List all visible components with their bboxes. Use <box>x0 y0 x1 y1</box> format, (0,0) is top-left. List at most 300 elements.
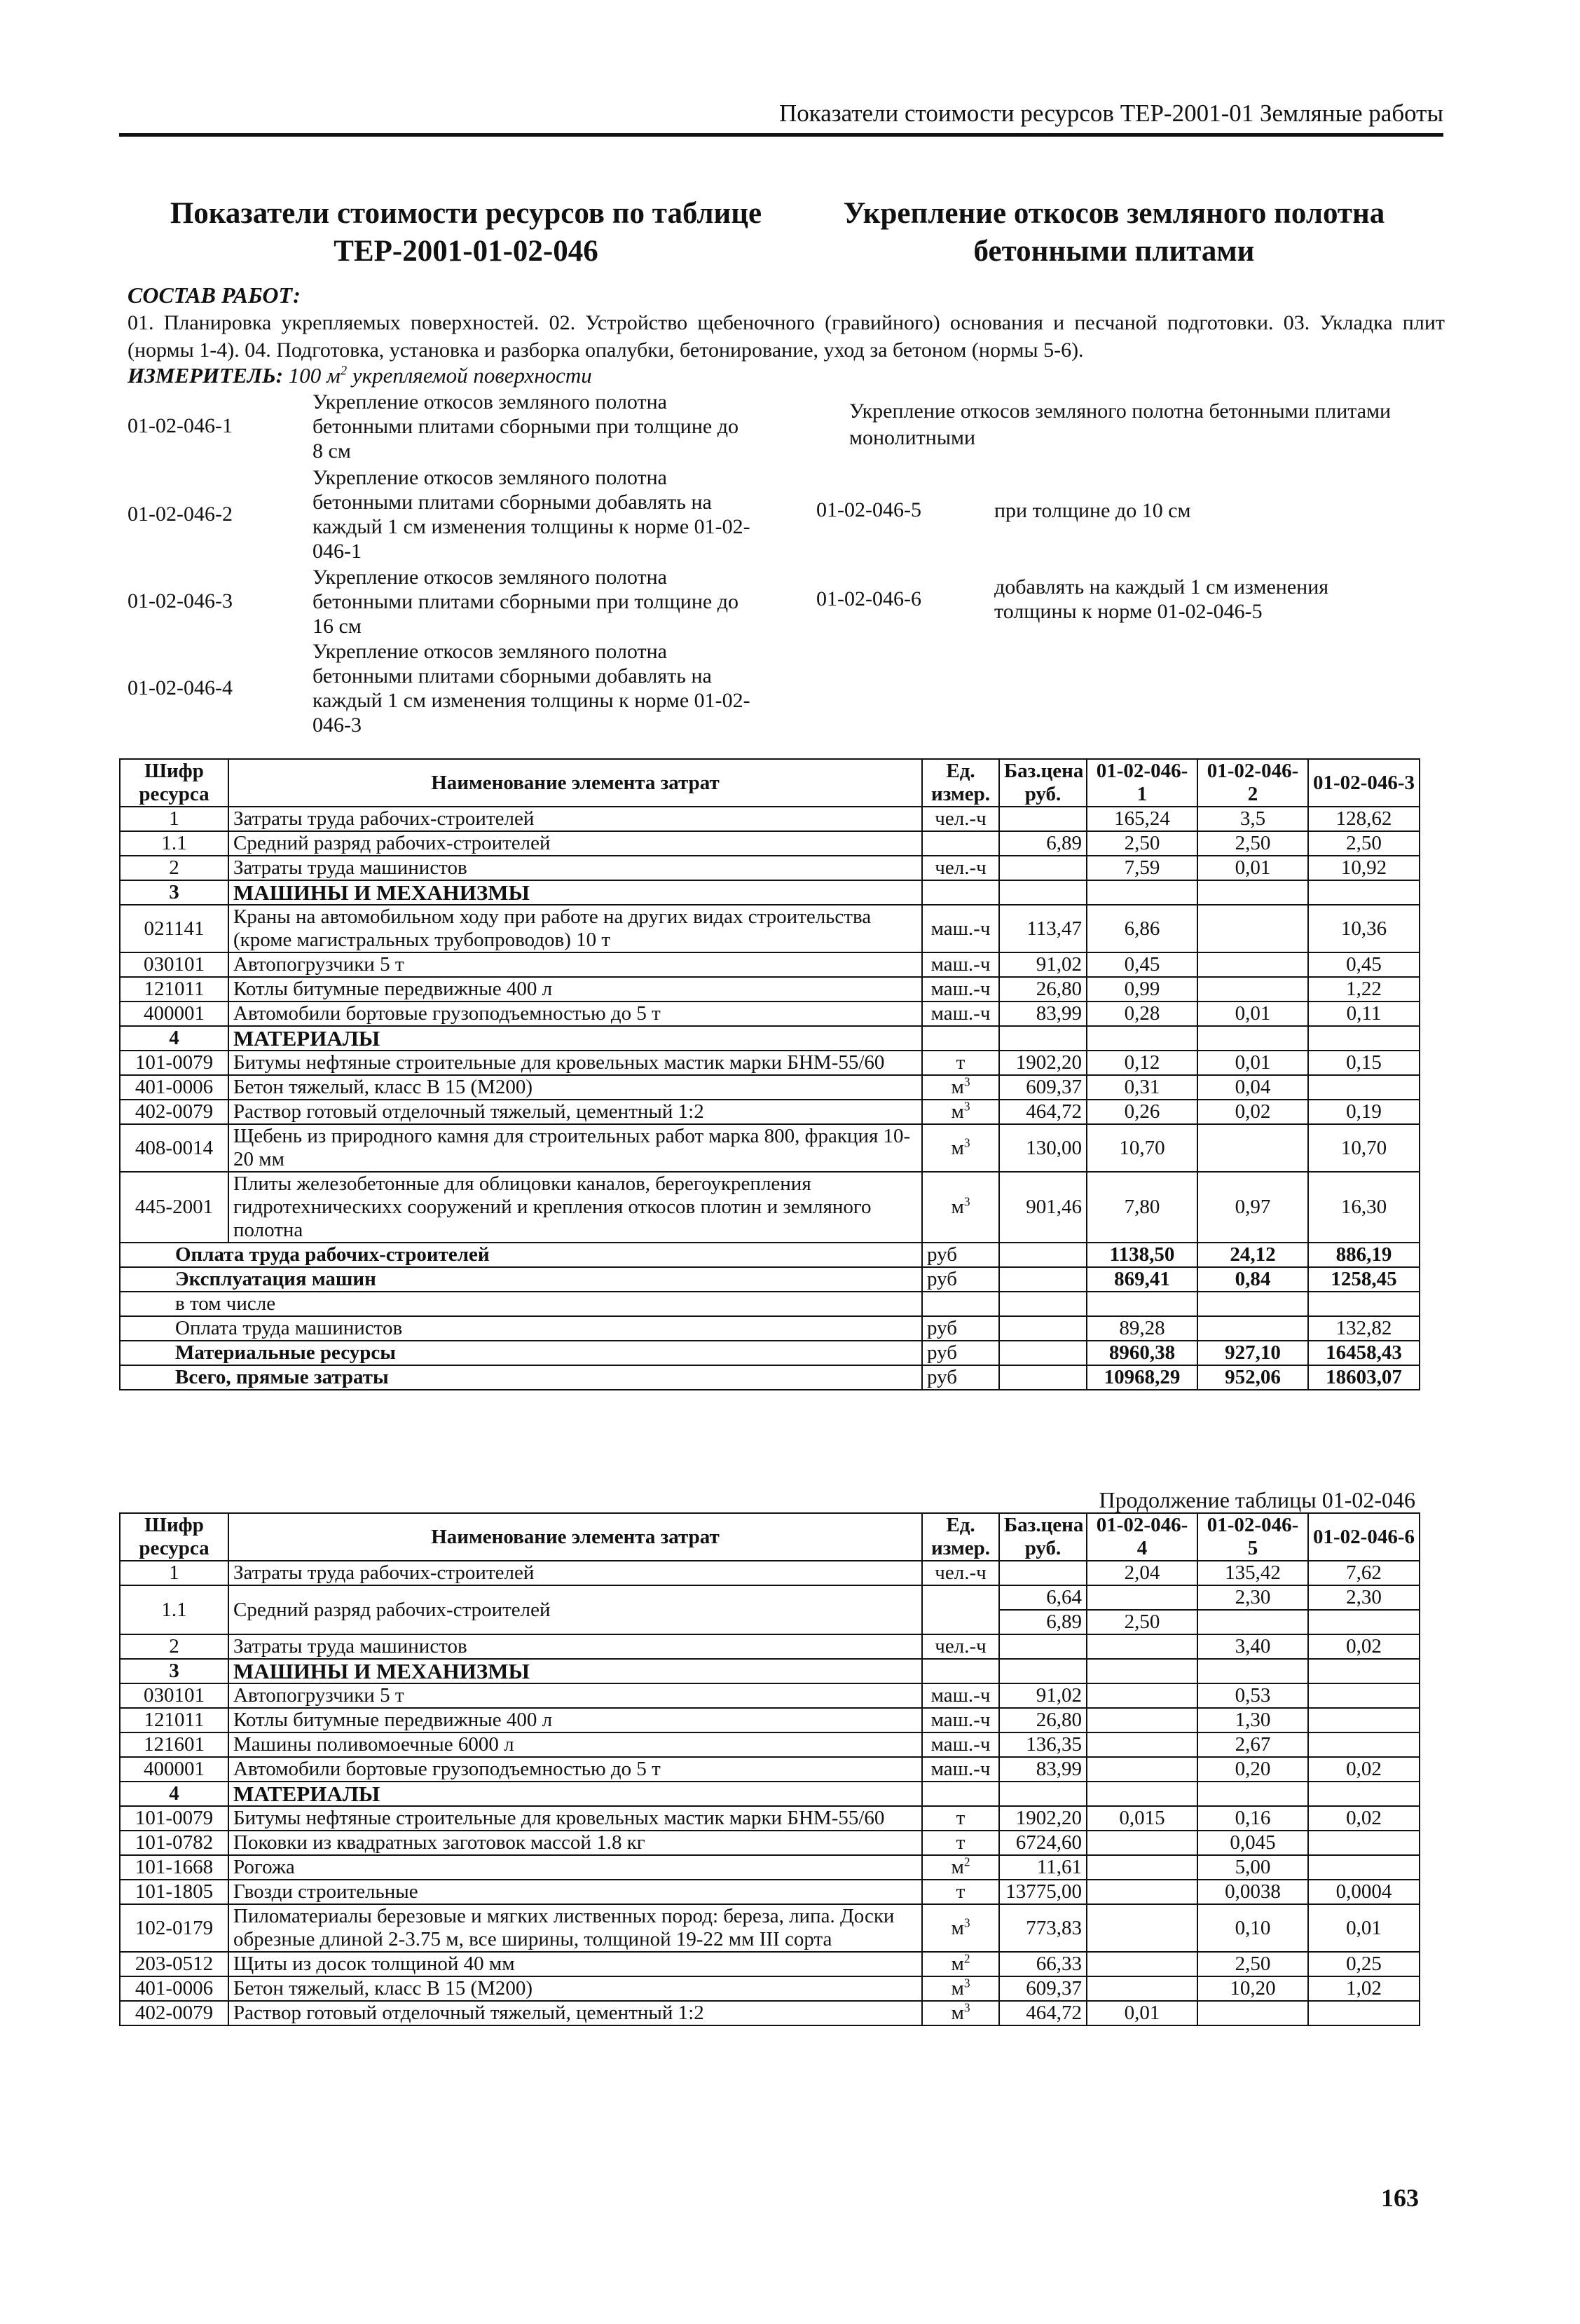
unit-cell <box>922 831 999 856</box>
norm-item <box>128 465 758 564</box>
table-row <box>120 2001 1420 2025</box>
value-cell: 952,06 <box>1197 1365 1308 1390</box>
row-name: Затраты труда машинистов <box>228 856 922 880</box>
norm-desc: Укрепление откосов земляного полотна бетонными плитами сборными добавлять на каждый 1 см изменения толщины к норме 01-02-046-3 <box>312 640 750 737</box>
empty-cell <box>999 1782 1087 1806</box>
unit-cell: $м^3$ <box>922 1172 999 1243</box>
work-title-line-2: бетонными плитами <box>973 235 1255 268</box>
table-row <box>120 1124 1420 1172</box>
empty-cell <box>1087 1659 1197 1683</box>
unit-display: м <box>951 1196 964 1218</box>
unit-cell: $м^3$ <box>922 1124 999 1172</box>
value-cell: 10,70 <box>1308 1124 1420 1172</box>
value-cell <box>1197 977 1308 1002</box>
unit-cell: $м^3$ <box>922 1976 999 2001</box>
norm-desc: Укрепление откосов земляного полотна бетонными плитами сборными при толщине до 16 см <box>312 565 739 638</box>
value-cell <box>1087 1880 1197 1904</box>
price-cell: 130,00 <box>999 1124 1087 1172</box>
table-row <box>120 1952 1420 1976</box>
table-row <box>120 1561 1420 1585</box>
table-header-row <box>120 1513 1420 1561</box>
price-cell: 464,72 <box>999 1100 1087 1124</box>
unit-display: м <box>951 1856 964 1878</box>
row-name: Плиты железобетонные для облицовки каналов, берегоукрепления гидротехническихх сооружений и крепления откосов плотин и земляного полотна <box>228 1172 922 1243</box>
value-cell: 2,50 <box>1087 831 1197 856</box>
summary-label: Всего, прямые затраты <box>120 1365 922 1390</box>
row-code: 2 <box>120 856 228 880</box>
value-cell <box>1197 2001 1308 2025</box>
row-code: 400001 <box>120 1757 228 1782</box>
row-code: 121011 <box>120 1708 228 1732</box>
header-norm: 01-02-046-6 <box>1308 1513 1420 1561</box>
header-norm: 01-02-046-2 <box>1197 759 1308 807</box>
value-cell: 24,12 <box>1197 1243 1308 1267</box>
value-cell <box>1197 1316 1308 1341</box>
value-cell: 927,10 <box>1197 1341 1308 1365</box>
row-name: Котлы битумные передвижные 400 л <box>228 977 922 1002</box>
value-cell: 0,45 <box>1308 952 1420 977</box>
section-title: МАШИНЫ И МЕХАНИЗМЫ <box>228 880 922 905</box>
section-title: МАТЕРИАЛЫ <box>228 1782 922 1806</box>
summary-row <box>120 1365 1420 1390</box>
section-row <box>120 1659 1420 1683</box>
header-price: Баз.цена руб. <box>999 1513 1087 1561</box>
value-cell: 10,70 <box>1087 1124 1197 1172</box>
summary-label: Эксплуатация машин <box>120 1267 922 1292</box>
table-row <box>120 1683 1420 1708</box>
section-row <box>120 880 1420 905</box>
unit-cell: руб <box>922 1316 999 1341</box>
norm-code: 01-02-046-6 <box>816 587 921 610</box>
value-cell: 2,67 <box>1197 1732 1308 1757</box>
value-cell: 1,30 <box>1197 1708 1308 1732</box>
price-cell: 773,83 <box>999 1904 1087 1952</box>
row-code: 1.1 <box>120 831 228 856</box>
row-code: 2 <box>120 1634 228 1659</box>
row-code: 030101 <box>120 1683 228 1708</box>
row-name: Автомобили бортовые грузоподъемностью до 5 т <box>228 1002 922 1026</box>
summary-label: в том числе <box>120 1292 922 1316</box>
value-cell <box>1087 1585 1197 1610</box>
value-cell: 0,11 <box>1308 1002 1420 1026</box>
empty-cell <box>1197 1782 1308 1806</box>
value-cell: 5,00 <box>1197 1855 1308 1880</box>
empty-cell <box>922 880 999 905</box>
row-name: Раствор готовый отделочный тяжелый, цементный 1:2 <box>228 1100 922 1124</box>
price-cell: 11,61 <box>999 1855 1087 1880</box>
value-cell <box>1087 1292 1197 1316</box>
value-cell: 7,59 <box>1087 856 1197 880</box>
value-cell: 3,5 <box>1197 807 1308 831</box>
table-row <box>120 1172 1420 1243</box>
header-unit: Ед. измер. <box>922 759 999 807</box>
row-name: Битумы нефтяные строительные для кровельных мастик марки БНМ-55/60 <box>228 1806 922 1831</box>
price-cell <box>999 1341 1087 1365</box>
value-cell: 0,02 <box>1197 1100 1308 1124</box>
empty-cell <box>999 1659 1087 1683</box>
value-cell <box>1308 1683 1420 1708</box>
header-code: Шифр ресурса <box>120 1513 228 1561</box>
value-cell: 0,16 <box>1197 1806 1308 1831</box>
row-code: 408-0014 <box>120 1124 228 1172</box>
value-cell: 0,10 <box>1197 1904 1308 1952</box>
unit-cell: $м^3$ <box>922 1075 999 1100</box>
empty-cell <box>1308 1659 1420 1683</box>
price-cell: 26,80 <box>999 1708 1087 1732</box>
value-cell: 0,28 <box>1087 1002 1197 1026</box>
value-cell: 0,20 <box>1197 1757 1308 1782</box>
price-cell: 83,99 <box>999 1002 1087 1026</box>
price-cell: 464,72 <box>999 2001 1087 2025</box>
row-name: Средний разряд рабочих-строителей <box>228 831 922 856</box>
norm-desc: при толщине до 10 см <box>994 498 1191 522</box>
unit-cell: $м^2$ <box>922 1855 999 1880</box>
empty-cell <box>922 1782 999 1806</box>
sostav-label: СОСТАВ РАБОТ: <box>128 282 301 308</box>
row-code: 121601 <box>120 1732 228 1757</box>
price-cell: 6,89 <box>999 831 1087 856</box>
value-cell: 16,30 <box>1308 1172 1420 1243</box>
page-number: 163 <box>1381 2184 1419 2212</box>
table-row <box>120 1880 1420 1904</box>
value-cell: 0,0004 <box>1308 1880 1420 1904</box>
value-cell: 0,15 <box>1308 1051 1420 1075</box>
unit-display: м <box>951 1953 964 1975</box>
unit-cell: $м^3$ <box>922 2001 999 2025</box>
value-cell: 0,01 <box>1308 1904 1420 1952</box>
resource-table-2 <box>119 1512 1420 2026</box>
row-name: Бетон тяжелый, класс В 15 (М200) <box>228 1075 922 1100</box>
price-cell <box>999 856 1087 880</box>
value-cell: 135,42 <box>1197 1561 1308 1585</box>
row-name: Битумы нефтяные строительные для кровельных мастик марки БНМ-55/60 <box>228 1051 922 1075</box>
table-row <box>120 952 1420 977</box>
row-code: 4 <box>120 1782 228 1806</box>
value-cell <box>1087 1634 1197 1659</box>
unit-display: м <box>951 1977 964 2000</box>
value-cell <box>1087 1732 1197 1757</box>
row-name: Поковки из квадратных заготовок массой 1.8 кг <box>228 1831 922 1855</box>
value-cell: 0,04 <box>1197 1075 1308 1100</box>
norm-code: 01-02-046-2 <box>128 503 233 526</box>
value-cell: 1,22 <box>1308 977 1420 1002</box>
value-cell <box>1087 1976 1197 2001</box>
empty-cell <box>1197 880 1308 905</box>
price-cell: 136,35 <box>999 1732 1087 1757</box>
table-row <box>120 1904 1420 1952</box>
measure-value: 100 м <box>283 363 341 388</box>
row-name: Пиломатериалы березовые и мягких лиственных пород: береза, липа. Доски обрезные длиной 2-3.75 м, все ширины, толщиной 19-22 мм III сорта <box>228 1904 922 1952</box>
section-row <box>120 1782 1420 1806</box>
value-cell: 10,20 <box>1197 1976 1308 2001</box>
value-cell: 0,02 <box>1308 1757 1420 1782</box>
value-cell: 0,02 <box>1308 1806 1420 1831</box>
table-row <box>120 905 1420 952</box>
price-cell <box>999 1365 1087 1390</box>
row-name: Краны на автомобильном ходу при работе на других видах строительства (кроме магистральных трубопроводов) 10 т <box>228 905 922 952</box>
row-name: Затраты труда рабочих-строителей <box>228 807 922 831</box>
price-cell: 6724,60 <box>999 1831 1087 1855</box>
running-header: Показатели стоимости ресурсов ТЕР-2001-01 Земляные работы <box>119 100 1443 137</box>
value-cell <box>1087 1757 1197 1782</box>
header-price: Баз.цена руб. <box>999 759 1087 807</box>
row-code: 1 <box>120 807 228 831</box>
empty-cell <box>1197 1026 1308 1051</box>
measure-unit <box>128 363 592 388</box>
value-cell: 0,01 <box>1087 2001 1197 2025</box>
unit-cell: маш.-ч <box>922 1732 999 1757</box>
value-cell: 165,24 <box>1087 807 1197 831</box>
price-cell <box>999 1292 1087 1316</box>
row-name: Бетон тяжелый, класс В 15 (М200) <box>228 1976 922 2001</box>
price-cell <box>999 807 1087 831</box>
unit-display: м <box>951 1100 964 1123</box>
price-cell <box>999 1243 1087 1267</box>
work-title <box>816 195 1412 271</box>
row-name: Автопогрузчики 5 т <box>228 952 922 977</box>
unit-cell <box>922 1292 999 1316</box>
price-cell: 66,33 <box>999 1952 1087 1976</box>
row-code: 4 <box>120 1026 228 1051</box>
unit-cell: чел.-ч <box>922 1561 999 1585</box>
unit-cell: маш.-ч <box>922 952 999 977</box>
row-code: 445-2001 <box>120 1172 228 1243</box>
value-cell <box>1087 1855 1197 1880</box>
norm-code: 01-02-046-3 <box>128 589 233 613</box>
value-cell: 10,92 <box>1308 856 1420 880</box>
table-title-line-2: ТЕР-2001-01-02-046 <box>334 235 598 268</box>
value-cell: 6,86 <box>1087 905 1197 952</box>
value-cell <box>1197 1124 1308 1172</box>
norm-item <box>128 388 758 465</box>
unit-cell: маш.-ч <box>922 977 999 1002</box>
unit-cell: маш.-ч <box>922 905 999 952</box>
table-row <box>120 1831 1420 1855</box>
value-cell: 0,01 <box>1197 1051 1308 1075</box>
unit-cell: маш.-ч <box>922 1708 999 1732</box>
value-cell <box>1087 1904 1197 1952</box>
value-cell: 0,12 <box>1087 1051 1197 1075</box>
value-cell: 3,40 <box>1197 1634 1308 1659</box>
value-cell: 128,62 <box>1308 807 1420 831</box>
empty-cell <box>1308 1782 1420 1806</box>
table-title <box>119 195 813 271</box>
summary-row <box>120 1292 1420 1316</box>
row-code: 101-1668 <box>120 1855 228 1880</box>
empty-cell <box>922 1026 999 1051</box>
value-cell: 7,62 <box>1308 1561 1420 1585</box>
summary-row <box>120 1267 1420 1292</box>
norm-code: 01-02-046-4 <box>128 676 233 699</box>
value-cell <box>1308 2001 1420 2025</box>
norm-desc: Укрепление откосов земляного полотна бетонными плитами сборными при толщине до 8 см <box>312 390 739 463</box>
unit-cell: руб <box>922 1243 999 1267</box>
row-code: 3 <box>120 880 228 905</box>
header-name: Наименование элемента затрат <box>228 1513 922 1561</box>
header-norm: 01-02-046-4 <box>1087 1513 1197 1561</box>
value-cell <box>1087 1708 1197 1732</box>
row-name: Машины поливомоечные 6000 л <box>228 1732 922 1757</box>
value-cell: 869,41 <box>1087 1267 1197 1292</box>
price-cell: 113,47 <box>999 905 1087 952</box>
price-cell: 901,46 <box>999 1172 1087 1243</box>
unit-cell: руб <box>922 1267 999 1292</box>
norm-code: 01-02-046-1 <box>128 414 233 437</box>
table-row <box>120 1100 1420 1124</box>
value-cell: 10968,29 <box>1087 1365 1197 1390</box>
row-code: 203-0512 <box>120 1952 228 1976</box>
value-cell <box>1087 1683 1197 1708</box>
table-row <box>120 1757 1420 1782</box>
table-row <box>120 1075 1420 1100</box>
row-name: Щебень из природного камня для строительных работ марка 800, фракция 10-20 мм <box>228 1124 922 1172</box>
value-cell <box>1087 1831 1197 1855</box>
unit-cell: чел.-ч <box>922 856 999 880</box>
row-name: Средний разряд рабочих-строителей <box>228 1585 922 1634</box>
unit-cell: т <box>922 1880 999 1904</box>
row-code: 102-0179 <box>120 1904 228 1952</box>
row-name: Раствор готовый отделочный тяжелый, цементный 1:2 <box>228 2001 922 2025</box>
table-header-row <box>120 759 1420 807</box>
value-cell: 0,19 <box>1308 1100 1420 1124</box>
value-cell: 886,19 <box>1308 1243 1420 1267</box>
unit-display: м <box>951 2002 964 2024</box>
row-code: 400001 <box>120 1002 228 1026</box>
norms-right-header: Укрепление откосов земляного полотна бетонными плитами монолитными <box>849 399 1392 449</box>
table-row <box>120 1855 1420 1880</box>
value-cell: 0,26 <box>1087 1100 1197 1124</box>
unit-display: м <box>951 1916 964 1939</box>
table-row <box>120 1634 1420 1659</box>
price-cell: 26,80 <box>999 977 1087 1002</box>
value-cell: 0,01 <box>1197 856 1308 880</box>
price-cell: 609,37 <box>999 1075 1087 1100</box>
value-cell: 89,28 <box>1087 1316 1197 1341</box>
row-name: Автомобили бортовые грузоподъемностью до 5 т <box>228 1757 922 1782</box>
unit-cell: руб <box>922 1365 999 1390</box>
norm-item <box>128 638 758 738</box>
unit-display: м <box>951 1076 964 1098</box>
row-name: Гвозди строительные <box>228 1880 922 1904</box>
value-cell <box>1197 905 1308 952</box>
price-cell: 91,02 <box>999 1683 1087 1708</box>
measure-text: укрепляемой поверхности <box>347 363 592 388</box>
price-cell <box>999 1634 1087 1659</box>
norm-item <box>816 486 1447 535</box>
norm-item <box>128 564 758 638</box>
header-norm: 01-02-046-3 <box>1308 759 1420 807</box>
empty-cell <box>1308 880 1420 905</box>
row-code: 101-1805 <box>120 1880 228 1904</box>
row-code: 1 <box>120 1561 228 1585</box>
row-code: 101-0079 <box>120 1806 228 1831</box>
empty-cell <box>1197 1659 1308 1683</box>
row-code: 402-0079 <box>120 1100 228 1124</box>
summary-row <box>120 1316 1420 1341</box>
value-cell <box>1308 1610 1420 1634</box>
value-cell: 0,25 <box>1308 1952 1420 1976</box>
norm-item <box>816 571 1447 627</box>
value-cell: 0,45 <box>1087 952 1197 977</box>
continued-caption: Продолжение таблицы 01-02-046 <box>1099 1487 1415 1512</box>
header-norm: 01-02-046-5 <box>1197 1513 1308 1561</box>
table-row <box>120 1002 1420 1026</box>
summary-label: Оплата труда машинистов <box>120 1316 922 1341</box>
value-cell: 0,31 <box>1087 1075 1197 1100</box>
resource-table-1 <box>119 758 1420 1390</box>
table-row <box>120 807 1420 831</box>
row-code: 101-0782 <box>120 1831 228 1855</box>
unit-cell: чел.-ч <box>922 1634 999 1659</box>
table-row <box>120 977 1420 1002</box>
value-cell: 7,80 <box>1087 1172 1197 1243</box>
price-cell: 6,89 <box>999 1610 1087 1634</box>
value-cell: 1258,45 <box>1308 1267 1420 1292</box>
table-row <box>120 831 1420 856</box>
value-cell: 2,50 <box>1308 831 1420 856</box>
row-code: 3 <box>120 1659 228 1683</box>
header-code: Шифр ресурса <box>120 759 228 807</box>
unit-cell: маш.-ч <box>922 1002 999 1026</box>
header-norm: 01-02-046-1 <box>1087 759 1197 807</box>
measure-sup: 2 <box>340 363 348 378</box>
table-row <box>120 1585 1420 1610</box>
value-cell: 1,02 <box>1308 1976 1420 2001</box>
table-row <box>120 1806 1420 1831</box>
summary-row <box>120 1341 1420 1365</box>
price-cell: 91,02 <box>999 952 1087 977</box>
value-cell: 2,50 <box>1197 831 1308 856</box>
unit-cell: чел.-ч <box>922 807 999 831</box>
price-cell <box>999 1316 1087 1341</box>
row-code: 101-0079 <box>120 1051 228 1075</box>
row-code: 401-0006 <box>120 1075 228 1100</box>
measure-label: ИЗМЕРИТЕЛЬ: <box>128 363 284 388</box>
row-code: 402-0079 <box>120 2001 228 2025</box>
value-cell: 18603,07 <box>1308 1365 1420 1390</box>
value-cell: 132,82 <box>1308 1316 1420 1341</box>
row-name: Рогожа <box>228 1855 922 1880</box>
value-cell: 8960,38 <box>1087 1341 1197 1365</box>
price-cell <box>999 1561 1087 1585</box>
summary-label: Материальные ресурсы <box>120 1341 922 1365</box>
row-name: Затраты труда машинистов <box>228 1634 922 1659</box>
section-row <box>120 1026 1420 1051</box>
unit-display: м <box>951 1136 964 1159</box>
price-cell: 13775,00 <box>999 1880 1087 1904</box>
value-cell <box>1308 1708 1420 1732</box>
norm-code: 01-02-046-5 <box>816 498 921 521</box>
empty-cell <box>1087 880 1197 905</box>
row-code: 021141 <box>120 905 228 952</box>
value-cell: 0,97 <box>1197 1172 1308 1243</box>
summary-row <box>120 1243 1420 1267</box>
unit-cell: руб <box>922 1341 999 1365</box>
section-title: МАТЕРИАЛЫ <box>228 1026 922 1051</box>
unit-cell: маш.-ч <box>922 1683 999 1708</box>
value-cell <box>1308 1855 1420 1880</box>
value-cell: 2,30 <box>1308 1585 1420 1610</box>
norm-desc: Укрепление откосов земляного полотна бетонными плитами сборными добавлять на каждый 1 см изменения толщины к норме 01-02-046-1 <box>312 466 750 563</box>
table-title-line-1: Показатели стоимости ресурсов по таблице <box>170 197 762 230</box>
price-cell: 1902,20 <box>999 1806 1087 1831</box>
table-row <box>120 1976 1420 2001</box>
value-cell: 0,01 <box>1197 1002 1308 1026</box>
table-row <box>120 856 1420 880</box>
empty-cell <box>999 880 1087 905</box>
unit-cell <box>922 1585 999 1634</box>
row-code: 030101 <box>120 952 228 977</box>
